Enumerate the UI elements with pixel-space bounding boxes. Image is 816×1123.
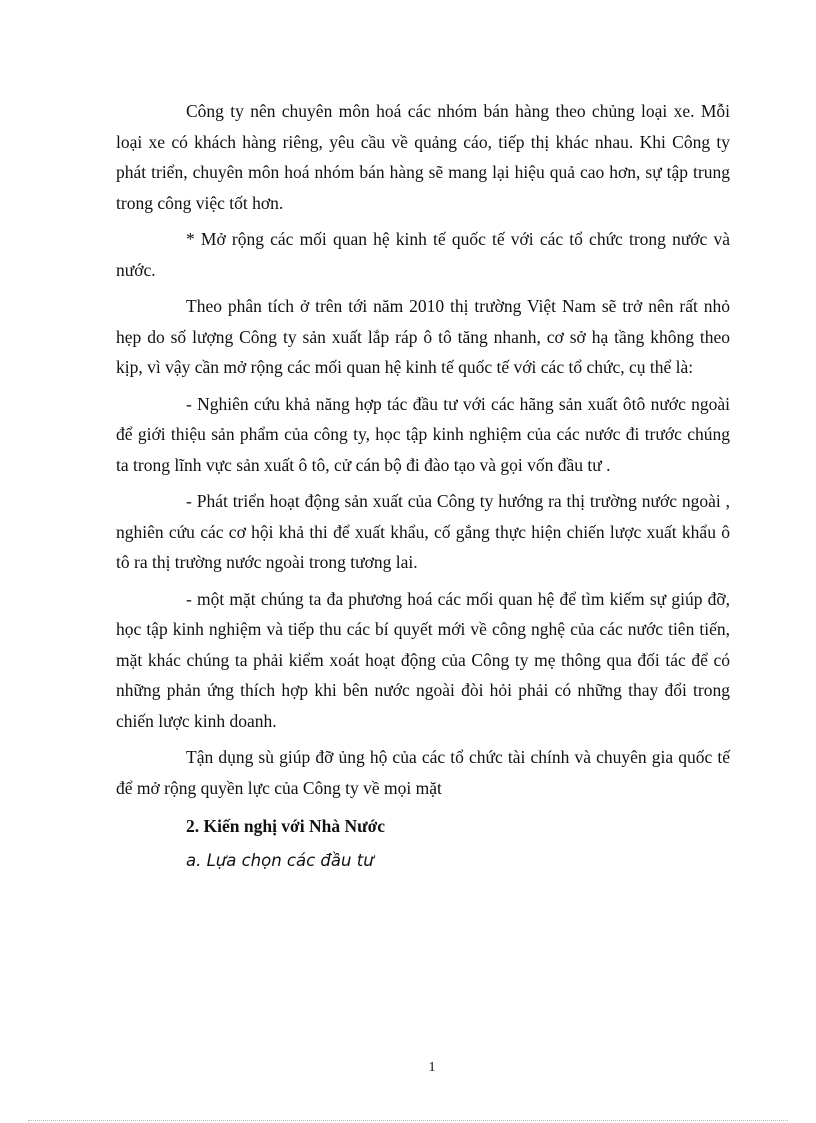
page-number: 1	[428, 1060, 436, 1075]
page-bottom-divider	[28, 1120, 788, 1121]
section-heading: 2. Kiến nghị với Nhà Nước	[186, 816, 386, 836]
paragraph-research-cooperation: - Nghiên cứu khả năng hợp tác đầu tư với các hãng sản xuất ôtô nước ngoài để giới thiệu sản phẩm của công ty, học tập kinh nghiệm của các nước đi trước chúng ta trong lĩnh vực sản xuất ô tô, cử cán bộ đi đào tạo và gọi vốn đầu tư .	[116, 393, 730, 475]
paragraph-diversify-relations: - một mặt chúng ta đa phương hoá các mối quan hệ để tìm kiếm sự giúp đỡ, học tập kinh nghiệm và tiếp thu các bí quyết mới về công nghệ của các nước tiên tiến, mặt khác chúng ta phải kiểm xoát hoạt động của Công ty mẹ thông qua đối tác để có những phản ứng thích hợp khi bên nước ngoài đòi hỏi phải có những thay đổi trong chiến lược kinh doanh.	[116, 588, 730, 731]
paragraph-market-analysis: Theo phân tích ở trên tới năm 2010 thị trường Việt Nam sẽ trở nên rất nhỏ hẹp do số lượng Công ty sản xuất lắp ráp ô tô tăng nhanh, cơ sở hạ tầng không theo kịp, vì vậy cần mở rộng các mối quan hệ kinh tế quốc tế với các tổ chức, cụ thể là:	[116, 296, 730, 377]
document-body	[116, 96, 730, 876]
paragraph-leverage-support: Tận dụng sù giúp đỡ ủng hộ của các tổ chức tài chính và chuyên gia quốc tế để mở rộng quyền lực của Công ty về mọi mặt	[116, 747, 730, 798]
subsection-heading: a. Lựa chọn các đầu tư	[186, 850, 374, 870]
paragraph-sales-specialization: Công ty nên chuyên môn hoá các nhóm bán hàng theo chủng loại xe. Mỗi loại xe có khách hàng riêng, yêu cầu về quảng cáo, tiếp thị khác nhau. Khi Công ty phát triển, chuyên môn hoá nhóm bán hàng sẽ mang lại hiệu quả cao hơn, sự tập trung trong công việc tốt hơn.	[116, 101, 730, 213]
paragraph-international-relations: * Mở rộng các mối quan hệ kinh tế quốc tế với các tổ chức trong nước và nước.	[116, 229, 730, 280]
paragraph-export-development: - Phát triển hoạt động sản xuất của Công ty hướng ra thị trường nước ngoài , nghiên cứu các cơ hội khả thi để xuất khẩu, cố gắng thực hiện chiến lược xuất khẩu ô tô ra thị trường nước ngoài trong tương lai.	[116, 491, 730, 572]
